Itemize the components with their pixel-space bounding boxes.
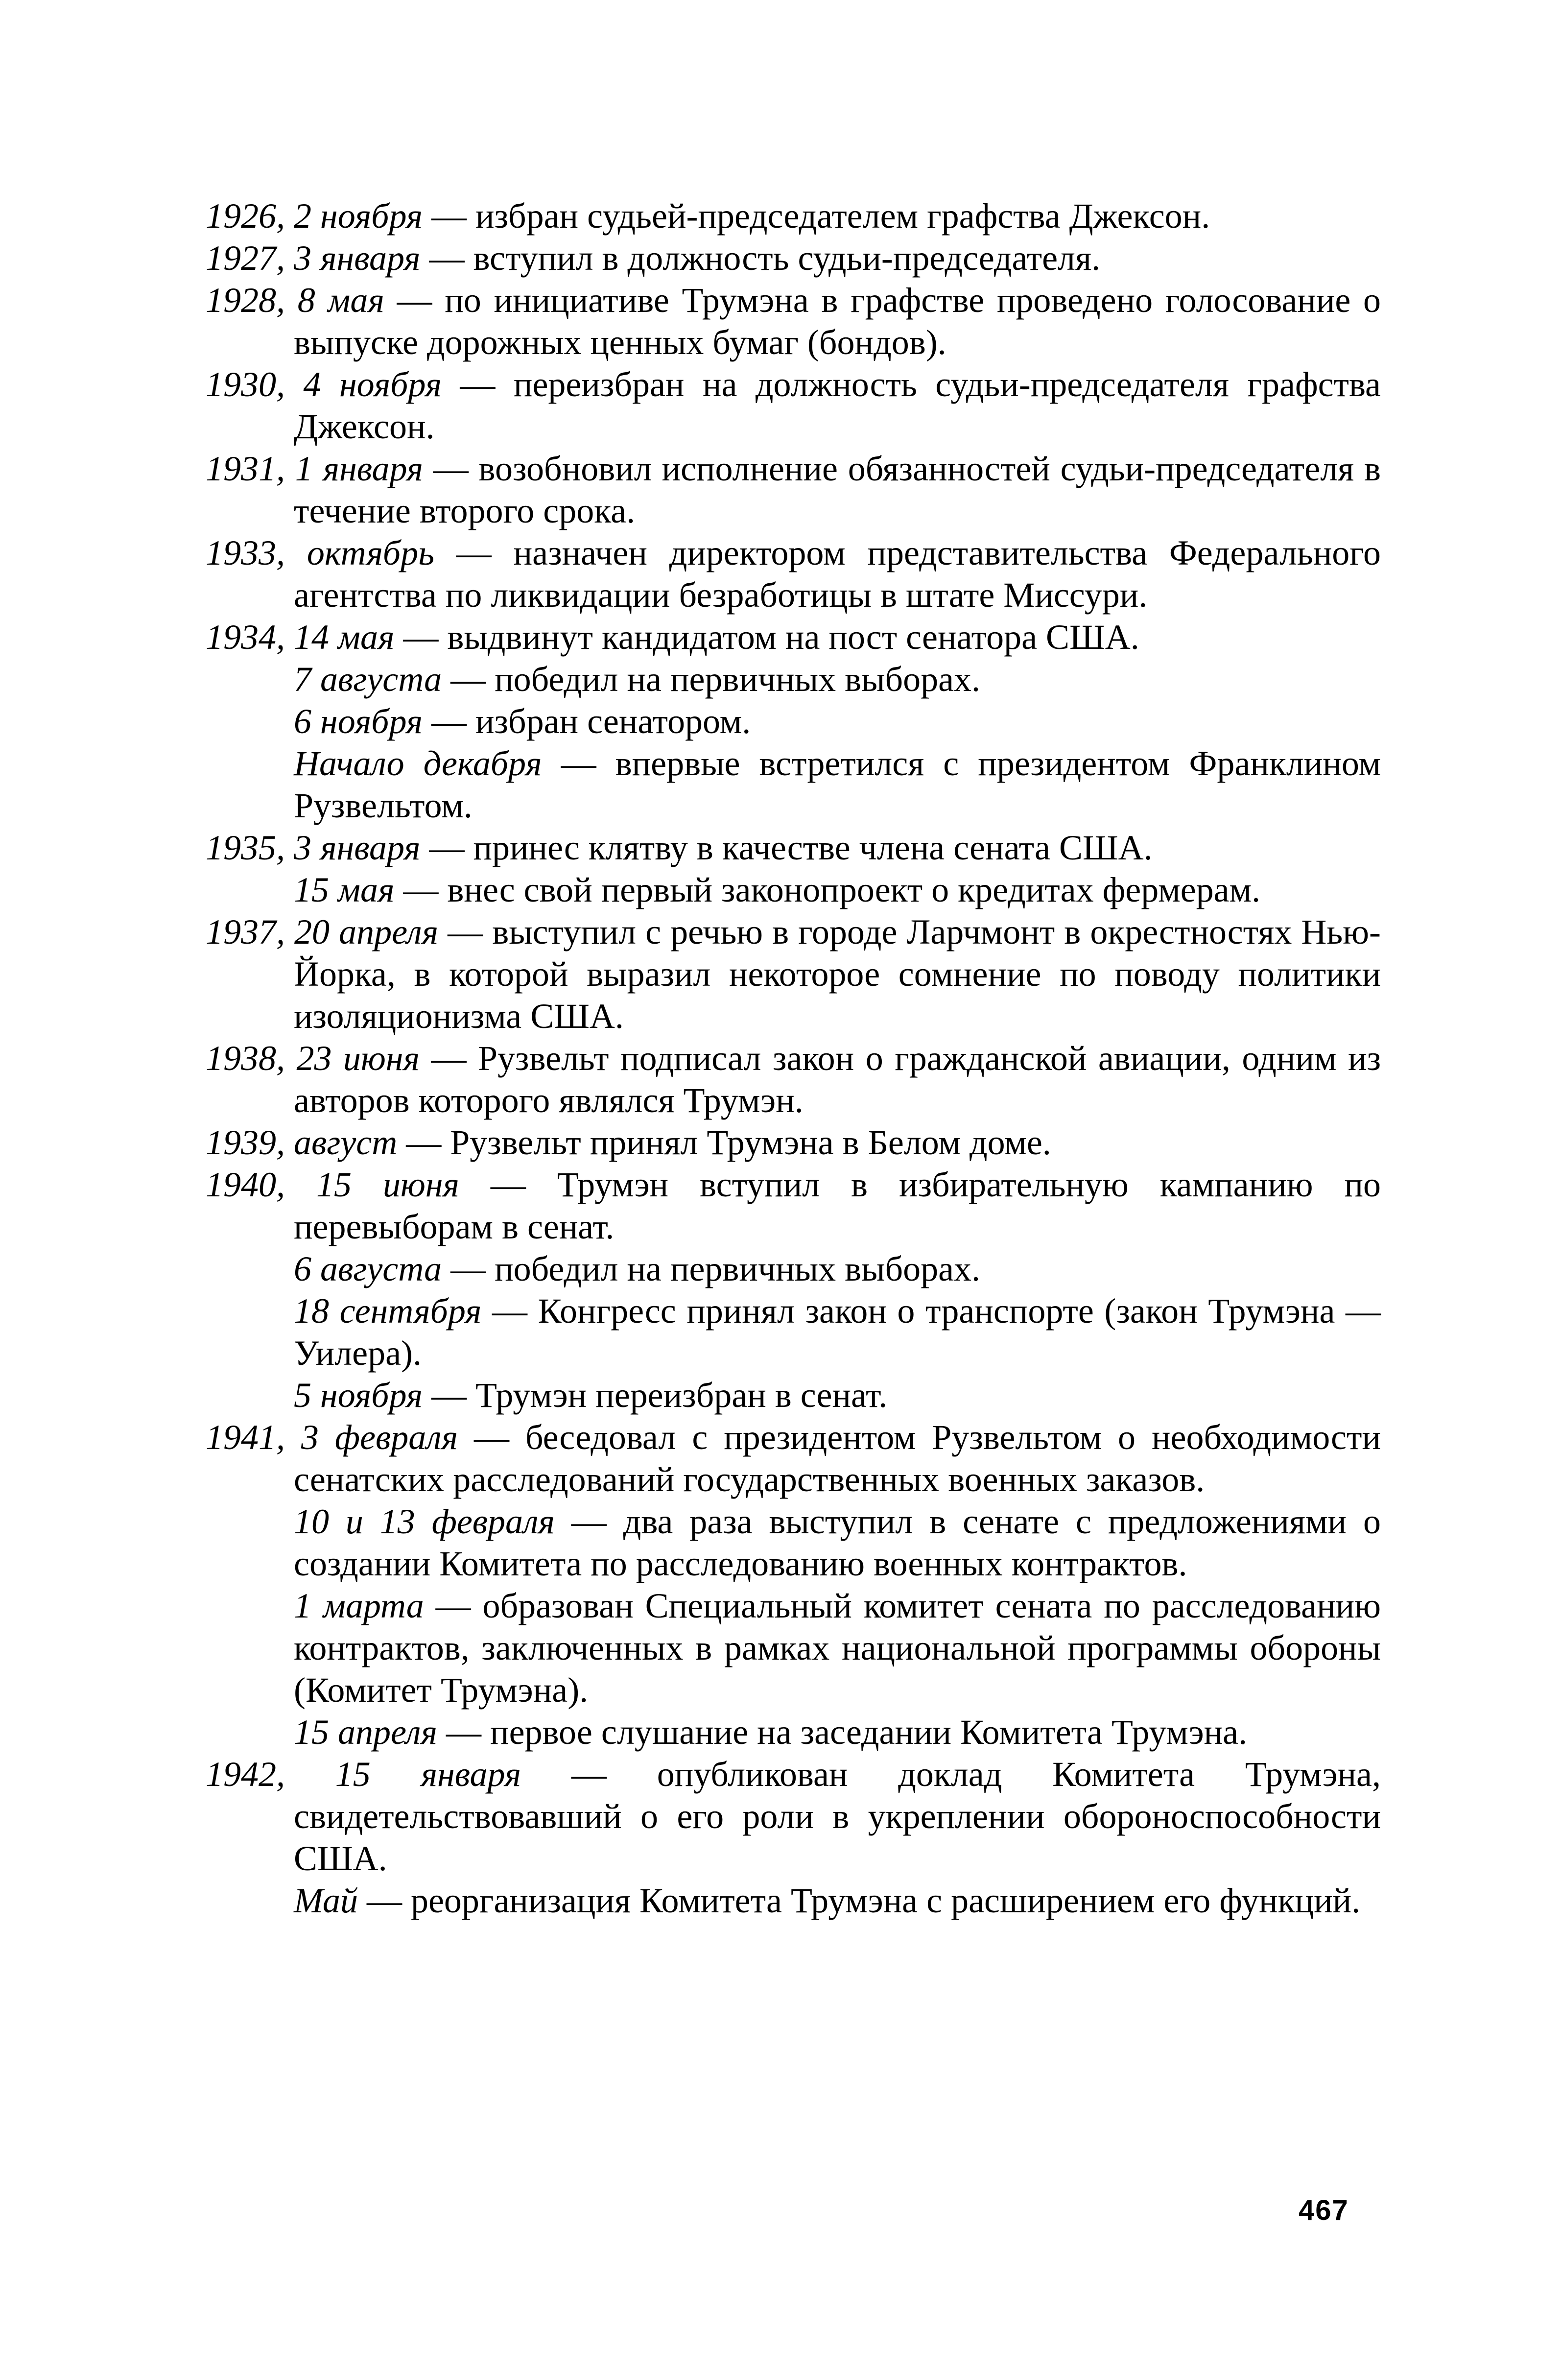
entry-separator: —	[441, 365, 514, 404]
entry-separator: —	[422, 1376, 475, 1415]
entry-separator: —	[437, 1713, 491, 1752]
chronology-entry	[206, 448, 1381, 532]
entry-date: 18 сентября	[294, 1291, 482, 1331]
page-number: 467	[1299, 2194, 1349, 2226]
entry-text: Рузвельт подписал закон о гражданской авиации, одним из авторов которого являлся Трумэн.	[294, 1039, 1381, 1120]
entry-separator: —	[542, 744, 615, 783]
entry-text: беседовал с президентом Рузвельтом о необходимости сенатских расследований государственных военных заказов.	[294, 1418, 1381, 1499]
entry-text: возобновил исполнение обязанностей судьи-председателя в течение второго срока.	[294, 449, 1381, 530]
chronology-entry	[206, 1585, 1381, 1711]
entry-separator: —	[357, 1881, 411, 1920]
entry-text: победил на первичных выборах.	[495, 1249, 981, 1288]
entry-date: 1938, 23 июня	[206, 1039, 420, 1078]
entry-date: 1940, 15 июня	[206, 1165, 459, 1204]
chronology-entry	[206, 911, 1381, 1037]
entry-text: назначен директором представительства Федерального агентства по ликвидации безработицы в штате Миссури.	[294, 533, 1381, 615]
entry-text: реорганизация Комитета Трумэна с расширением его функций.	[410, 1881, 1361, 1920]
chronology-entry	[206, 279, 1381, 363]
entry-date: 1937, 20 апреля	[206, 912, 439, 952]
chronology-entry	[206, 1753, 1381, 1880]
entry-date: 1933, октябрь	[206, 533, 434, 572]
entry-date: 7 августа	[294, 660, 442, 699]
entry-text: избран сенатором.	[475, 702, 751, 741]
entry-separator: —	[459, 1165, 557, 1204]
entry-date: 1941, 3 февраля	[206, 1418, 458, 1457]
chronology-entry	[206, 827, 1381, 869]
chronology-entry	[206, 237, 1381, 279]
entry-date: 10 и 13 февраля	[294, 1502, 555, 1541]
chronology-entry	[206, 1880, 1381, 1922]
chronology-entry	[206, 1121, 1381, 1164]
entry-separator: —	[458, 1418, 525, 1457]
chronology-entry	[206, 1248, 1381, 1290]
entry-date: Начало декабря	[294, 744, 542, 783]
entry-separator: —	[397, 1123, 450, 1162]
chronology-entry	[206, 869, 1381, 911]
entry-separator: —	[394, 618, 448, 657]
chronology-entry	[206, 1290, 1381, 1374]
entry-text: вступил в должность судьи-председателя.	[473, 238, 1101, 278]
entry-date: 1926, 2 ноября	[206, 196, 423, 236]
entry-text: принес клятву в качестве члена сената США.	[473, 828, 1153, 867]
entry-separator: —	[438, 912, 493, 952]
chronology-entry	[206, 616, 1381, 658]
entry-date: 5 ноября	[294, 1376, 423, 1415]
entry-text: по инициативе Трумэна в графстве проведено голосование о выпуске дорожных ценных бумаг (бондов).	[294, 281, 1381, 362]
entry-date: 1939, август	[206, 1123, 398, 1162]
entry-separator: —	[424, 1586, 483, 1625]
entry-date: 6 ноября	[294, 702, 423, 741]
entry-separator: —	[422, 196, 475, 236]
entry-date: 1930, 4 ноября	[206, 365, 442, 404]
entry-separator: —	[394, 870, 448, 909]
chronology-entry	[206, 658, 1381, 700]
chronology-entry	[206, 742, 1381, 827]
entry-date: 15 мая	[294, 870, 395, 909]
chronology-entry	[206, 363, 1381, 448]
entry-separator: —	[554, 1502, 623, 1541]
chronology-entry	[206, 1500, 1381, 1585]
entry-text: опубликован доклад Комитета Трумэна, свидетельствовавший о его роли в укреплении обороноспособности США.	[294, 1755, 1381, 1878]
entry-date: 1942, 15 января	[206, 1755, 521, 1794]
chronology-entry	[206, 532, 1381, 616]
entry-text: внес свой первый законопроект о кредитах фермерам.	[447, 870, 1261, 909]
entry-separator: —	[419, 1039, 478, 1078]
entry-text: Трумэн переизбран в сенат.	[475, 1376, 888, 1415]
chronology-entry	[206, 195, 1381, 237]
chronology-entry	[206, 700, 1381, 742]
entry-separator: —	[422, 702, 475, 741]
entry-date: 1931, 1 января	[206, 449, 423, 488]
entry-text: впервые встретился с президентом Франклином Рузвельтом.	[294, 744, 1381, 825]
entry-separator: —	[442, 1249, 495, 1288]
entry-text: первое слушание на заседании Комитета Трумэна.	[490, 1713, 1248, 1752]
entry-text: образован Специальный комитет сената по расследованию контрактов, заключенных в рамках национальной программы обороны (Комитет Трумэна).	[294, 1586, 1381, 1710]
entry-date: 1935, 3 января	[206, 828, 421, 867]
chronology-entry	[206, 1164, 1381, 1248]
entry-separator: —	[434, 533, 514, 572]
chronology-entry	[206, 1416, 1381, 1500]
entry-text: два раза выступил в сенате с предложениями о создании Комитета по расследованию военных контрактов.	[294, 1502, 1381, 1583]
entry-separator: —	[442, 660, 495, 699]
entry-text: Конгресс принял закон о транспорте (закон Трумэна — Уилера).	[294, 1291, 1381, 1373]
entry-date: 1928, 8 мая	[206, 281, 384, 320]
chronology-entry	[206, 1711, 1381, 1753]
entry-separator: —	[423, 449, 479, 488]
entry-separator: —	[420, 238, 473, 278]
chronology-list	[206, 195, 1381, 1922]
entry-date: 15 апреля	[294, 1713, 438, 1752]
entry-text: переизбран на должность судьи-председателя графства Джексон.	[294, 365, 1381, 446]
entry-date: 1934, 14 мая	[206, 618, 395, 657]
entry-text: победил на первичных выборах.	[495, 660, 981, 699]
entry-date: 6 августа	[294, 1249, 442, 1288]
entry-text: Трумэн вступил в избирательную кампанию по перевыборам в сенат.	[294, 1165, 1381, 1246]
entry-date: 1 марта	[294, 1586, 424, 1625]
chronology-entry	[206, 1037, 1381, 1121]
entry-text: выступил с речью в городе Ларчмонт в окрестностях Нью-Йорка, в которой выразил некоторое сомнение по поводу политики изоляционизма США.	[294, 912, 1381, 1036]
entry-separator: —	[481, 1291, 538, 1331]
entry-date: 1927, 3 января	[206, 238, 421, 278]
entry-text: выдвинут кандидатом на пост сенатора США.	[447, 618, 1139, 657]
entry-separator: —	[521, 1755, 657, 1794]
entry-separator: —	[384, 281, 445, 320]
entry-text: Рузвельт принял Трумэна в Белом доме.	[450, 1123, 1051, 1162]
entry-text: избран судьей-председателем графства Джексон.	[475, 196, 1210, 236]
chronology-entry	[206, 1374, 1381, 1416]
entry-date: Май	[294, 1881, 358, 1920]
entry-separator: —	[420, 828, 473, 867]
